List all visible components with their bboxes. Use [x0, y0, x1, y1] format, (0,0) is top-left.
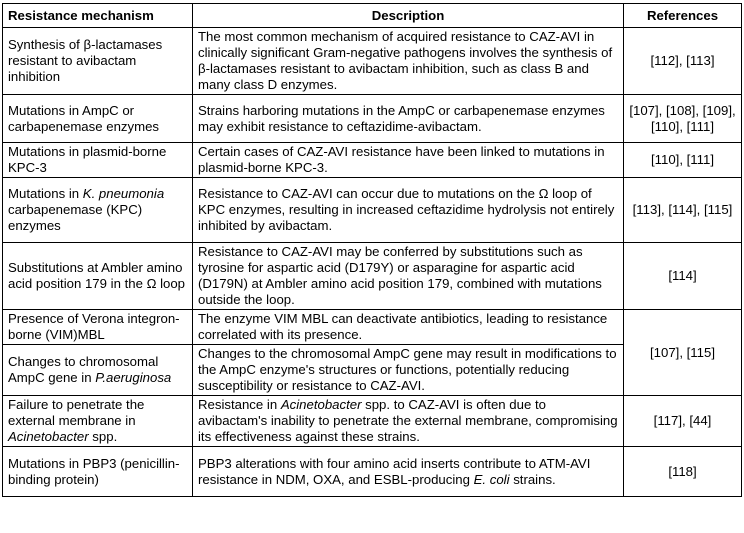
table-row [3, 143, 742, 178]
header-row [3, 4, 742, 28]
table-wrapper [2, 3, 742, 497]
description-italic: E. coli [473, 471, 510, 487]
description-cell: Strains harboring mutations in the AmpC or carbapenemase enzymes may exhibit resistance to ceftazidime-avibactam. [193, 95, 624, 143]
references-cell: [107], [115] [624, 310, 742, 396]
references-cell: [117], [44] [624, 396, 742, 447]
table-row [3, 95, 742, 143]
table-row [3, 396, 742, 447]
description-cell [193, 396, 624, 447]
mechanism-cell: Mutations in AmpC or carbapenemase enzymes [3, 95, 193, 143]
references-cell: [110], [111] [624, 143, 742, 178]
mechanism-cell: Mutations in plasmid-borne KPC-3 [3, 143, 193, 178]
mechanism-cell: Presence of Verona integron-borne (VIM)MBL [3, 310, 193, 345]
resistance-mechanism-table [2, 3, 742, 497]
table-row [3, 28, 742, 95]
description-cell: Resistance to CAZ-AVI can occur due to mutations on the Ω loop of KPC enzymes, resulting in increased ceftazidime hydrolysis not entirely inhibited by avibactam. [193, 178, 624, 243]
description-cell: The most common mechanism of acquired resistance to CAZ-AVI in clinically significant Gram-negative pathogens involves the synthesis of β-lactamases resistant to avibactam inhibition, such as class B and many class D enzymes. [193, 28, 624, 95]
references-cell: [113], [114], [115] [624, 178, 742, 243]
table-row [3, 310, 742, 345]
references-cell: [107], [108], [109], [110], [111] [624, 95, 742, 143]
description-text: spp. to CAZ-AVI is often due to avibactam's inability to penetrate the external membrane, compromising its effectiveness against these strains. [198, 397, 618, 444]
mechanism-text: carbapenemase (KPC) enzymes [8, 202, 143, 233]
description-cell [193, 447, 624, 497]
mechanism-italic: Acinetobacter [8, 429, 89, 444]
mechanism-italic: K. pneumonia [82, 186, 165, 201]
mechanism-cell: Synthesis of β-lactamases resistant to avibactam inhibition [3, 28, 193, 95]
description-text: Resistance in [198, 397, 281, 412]
mechanism-cell: Mutations in PBP3 (penicillin-binding protein) [3, 447, 193, 497]
description-text: strains. [509, 471, 556, 487]
table-row [3, 178, 742, 243]
mechanism-cell [3, 345, 193, 396]
header-references: References [624, 4, 742, 28]
header-mechanism: Resistance mechanism [3, 4, 193, 28]
mechanism-text: Changes to chromosomal AmpC gene in [8, 354, 159, 385]
mechanism-text: Mutations in [8, 186, 83, 201]
mechanism-cell [3, 178, 193, 243]
mechanism-italic: P.aeruginosa [95, 370, 172, 385]
table-row [3, 447, 742, 497]
references-cell: [118] [624, 447, 742, 497]
description-cell: Changes to the chromosomal AmpC gene may result in modifications to the AmpC enzyme's structures or functions, potentially reducing susceptibility or resistance to CAZ-AVI. [193, 345, 624, 396]
description-cell: The enzyme VIM MBL can deactivate antibiotics, leading to resistance correlated with its presence. [193, 310, 624, 345]
description-italic: Acinetobacter [280, 397, 362, 412]
mechanism-cell: Substitutions at Ambler amino acid position 179 in the Ω loop [3, 243, 193, 310]
mechanism-text: Failure to penetrate the external membrane in [8, 397, 145, 428]
references-cell: [112], [113] [624, 28, 742, 95]
references-cell: [114] [624, 243, 742, 310]
mechanism-cell [3, 396, 193, 447]
description-cell: Certain cases of CAZ-AVI resistance have been linked to mutations in plasmid-borne KPC-3. [193, 143, 624, 178]
description-text: PBP3 alterations with four amino acid inserts contribute to ATM-AVI resistance in NDM, OXA, and ESBL-producing [198, 455, 591, 487]
header-description: Description [193, 4, 624, 28]
description-cell: Resistance to CAZ-AVI may be conferred by substitutions such as tyrosine for aspartic acid (D179Y) or asparagine for aspartic acid (D179N) at Ambler amino acid position 179, combined with mutations outside the loop. [193, 243, 624, 310]
table-row [3, 243, 742, 310]
mechanism-text: spp. [88, 429, 118, 444]
